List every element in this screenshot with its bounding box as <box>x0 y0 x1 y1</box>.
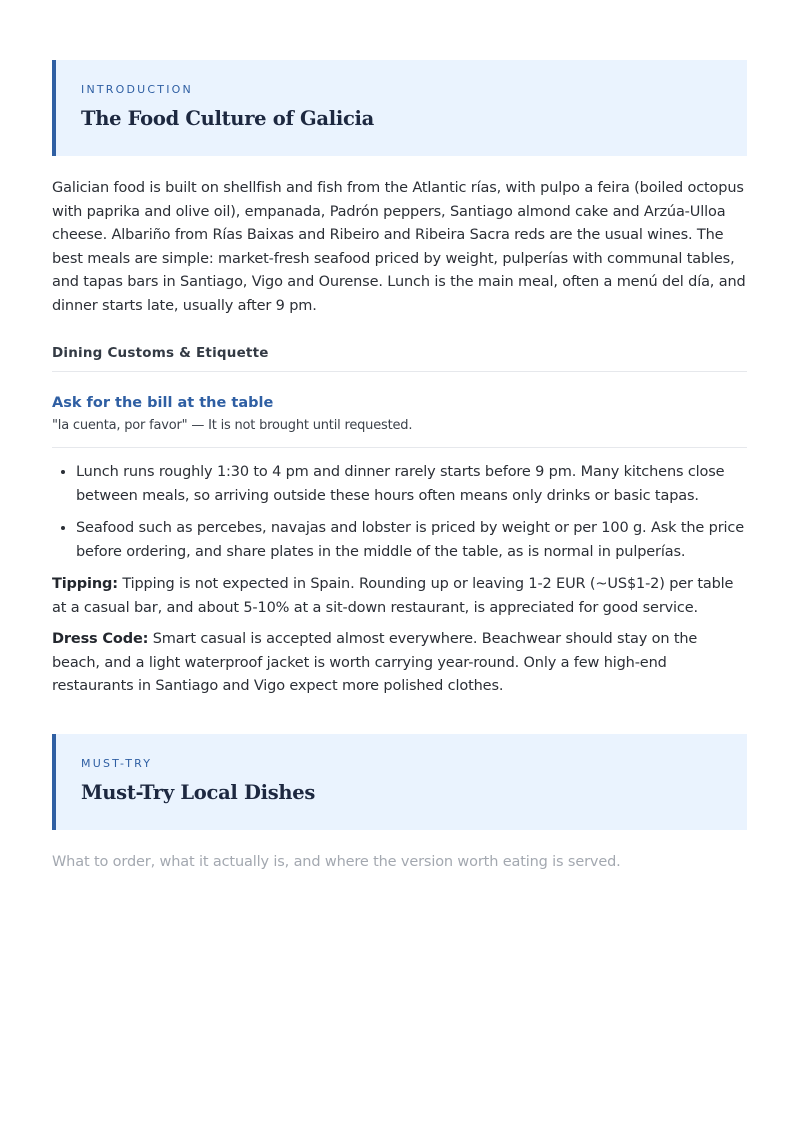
document-page <box>52 60 747 873</box>
list-item: • Seafood such as percebes, navajas and lobster is priced by weight or per 100 g. Ask the price before ordering, and share plates in the middle of the table, as is normal in pulperías. <box>76 517 747 564</box>
customs-bullet-list <box>52 461 747 564</box>
intro-section-header <box>52 60 747 156</box>
tipping-label: Tipping: <box>52 576 118 592</box>
must-try-eyebrow: MUST-TRY <box>81 756 153 770</box>
customs-heading: Dining Customs & Etiquette <box>52 343 747 372</box>
intro-paragraph: Galician food is built on shellfish and fish from the Atlantic rías, with pulpo a feira (boiled octopus with paprika and olive oil), empanada, Padrón peppers, Santiago almond cake and Arzúa-Ulloa cheese. Albariño from Rías Baixas and Ribeiro and Ribeira Sacra reds are the usual wines. The best meals are simple: market-fresh seafood priced by weight, pulperías with communal tables, and tapas bars in Santiago, Vigo and Ourense. Lunch is the main meal, often a menú del día, and dinner starts late, usually after 9 pm. <box>52 180 746 314</box>
dress-code-text: Smart casual is accepted almost everywhere. Beachwear should stay on the beach, and a light waterproof jacket is worth carrying year-round. Only a few high-end restaurants in Santiago and Vigo expect more polished clothes. <box>52 631 698 694</box>
intro-title: The Food Culture of Galicia <box>81 107 374 130</box>
tip-title: Ask for the bill at the table <box>52 395 274 411</box>
tipping-paragraph <box>52 573 747 620</box>
must-try-section-header <box>52 734 747 830</box>
tipping-text: Tipping is not expected in Spain. Rounding up or leaving 1-2 EUR (~US$1-2) per table at a casual bar, and about 5-10% at a sit-down restaurant, is appreciated for good service. <box>52 576 734 616</box>
must-try-subtitle: What to order, what it actually is, and where the version worth eating is served. <box>52 853 621 870</box>
must-try-title: Must-Try Local Dishes <box>81 780 316 804</box>
dress-code-paragraph <box>52 628 747 699</box>
tip-subtitle: "la cuenta, por favor" — It is not brought until requested. <box>52 417 747 448</box>
list-item: • Lunch runs roughly 1:30 to 4 pm and dinner rarely starts before 9 pm. Many kitchens close between meals, so arriving outside these hours often means only drinks or basic tapas. <box>76 461 747 508</box>
intro-eyebrow: INTRODUCTION <box>81 83 193 96</box>
dress-code-label: Dress Code: <box>52 631 149 647</box>
